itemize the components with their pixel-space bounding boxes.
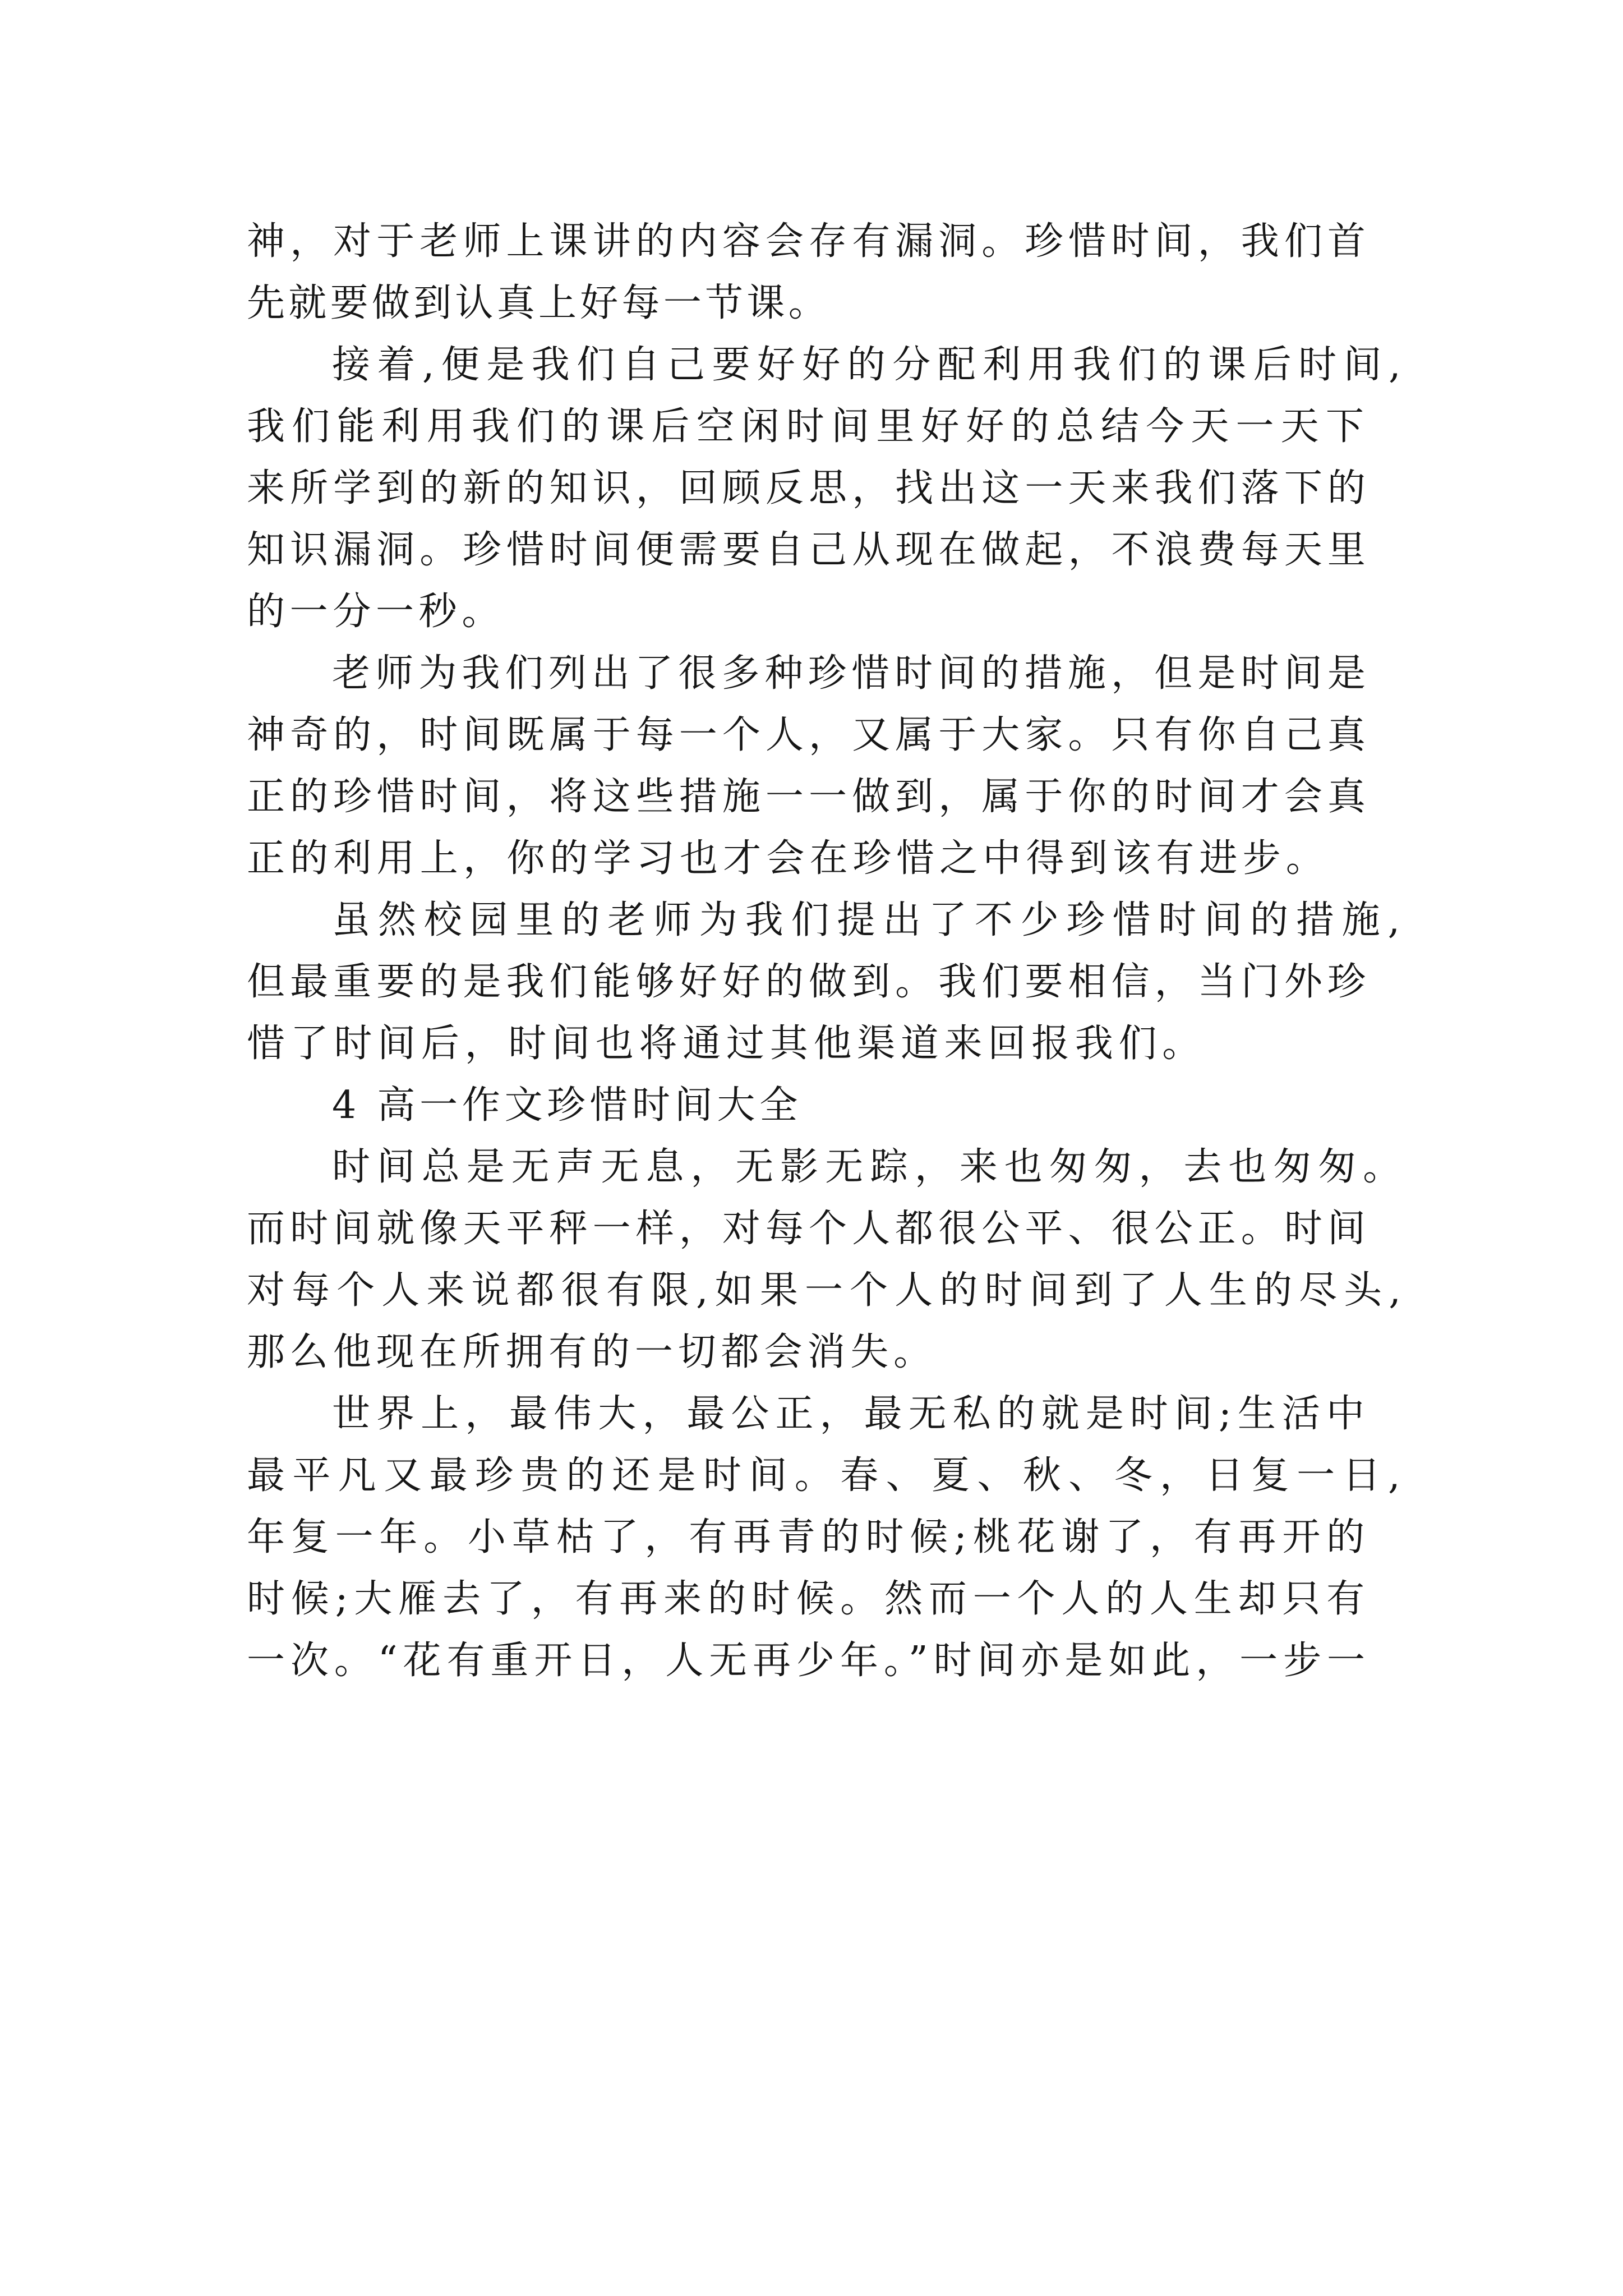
text-line-content: 先就要做到认真上好每一节课。 xyxy=(247,281,830,325)
text-line-content: 那么他现在所拥有的一切都会消失。 xyxy=(247,1330,937,1374)
text-line-content: 的一分一秒。 xyxy=(247,590,505,634)
text-line xyxy=(0,766,1623,828)
text-line-content: 时间总是无声无息，无影无踪，来也匆匆，去也匆匆。 xyxy=(332,1145,1408,1189)
text-line xyxy=(0,1568,1623,1630)
text-line xyxy=(0,1137,1623,1198)
text-line xyxy=(0,1013,1623,1075)
text-line xyxy=(0,334,1623,396)
text-line-content: 惜了时间后，时间也将通过其他渠道来回报我们。 xyxy=(247,1022,1206,1066)
text-line xyxy=(0,1507,1623,1568)
text-line-content: 神奇的，时间既属于每一个人，又属于大家。只有你自己真 xyxy=(247,713,1371,757)
text-line-content: 神，对于老师上课讲的内容会存有漏洞。珍惜时间，我们首 xyxy=(247,219,1371,264)
text-line xyxy=(0,273,1623,334)
text-line xyxy=(0,211,1623,273)
text-line-content: 老师为我们列出了很多种珍惜时间的措施，但是时间是 xyxy=(332,651,1371,696)
text-line xyxy=(0,1198,1623,1260)
text-line xyxy=(0,1445,1623,1507)
text-line-content: 年复一年。小草枯了，有再青的时候;桃花谢了，有再开的 xyxy=(247,1515,1371,1559)
text-line xyxy=(0,643,1623,705)
text-line xyxy=(0,458,1623,519)
text-line xyxy=(0,828,1623,890)
text-line-content: 时候;大雁去了，有再来的时候。然而一个人的人生却只有 xyxy=(247,1577,1371,1621)
text-line-content: 正的利用上，你的学习也才会在珍惜之中得到该有进步。 xyxy=(247,836,1329,881)
section-heading xyxy=(0,1075,1623,1137)
text-line xyxy=(0,1383,1623,1445)
text-line xyxy=(0,396,1623,458)
text-line-content: 我们能利用我们的课后空闲时间里好好的总结今天一天下 xyxy=(247,404,1371,449)
text-line xyxy=(0,1322,1623,1383)
text-line-content: 虽然校园里的老师为我们提出了不少珍惜时间的措施, xyxy=(332,898,1408,942)
section-heading-text: 4 高一作文珍惜时间大全 xyxy=(332,1083,802,1128)
text-line-content: 对每个人来说都很有限,如果一个人的时间到了人生的尽头, xyxy=(247,1268,1408,1313)
text-line-content: 一次。“花有重开日，人无再少年。”时间亦是如此，一步一 xyxy=(247,1639,1371,1683)
text-line-content: 最平凡又最珍贵的还是时间。春、夏、秋、冬，日复一日, xyxy=(247,1453,1408,1498)
text-line-content: 但最重要的是我们能够好好的做到。我们要相信，当门外珍 xyxy=(247,960,1371,1004)
text-line xyxy=(0,581,1623,643)
text-line-content: 世界上，最伟大，最公正，最无私的就是时间;生活中 xyxy=(332,1392,1371,1436)
text-line xyxy=(0,890,1623,951)
text-line xyxy=(0,1630,1623,1692)
text-line-content: 接着,便是我们自己要好好的分配利用我们的课后时间, xyxy=(332,343,1408,387)
text-line xyxy=(0,705,1623,766)
text-line xyxy=(0,951,1623,1013)
text-line xyxy=(0,1260,1623,1322)
text-line-content: 正的珍惜时间，将这些措施一一做到，属于你的时间才会真 xyxy=(247,775,1371,819)
text-line-content: 来所学到的新的知识，回顾反思，找出这一天来我们落下的 xyxy=(247,466,1371,510)
text-line xyxy=(0,519,1623,581)
text-line-content: 而时间就像天平秤一样，对每个人都很公平、很公正。时间 xyxy=(247,1207,1371,1251)
text-line-content: 知识漏洞。珍惜时间便需要自己从现在做起，不浪费每天里 xyxy=(247,528,1371,572)
